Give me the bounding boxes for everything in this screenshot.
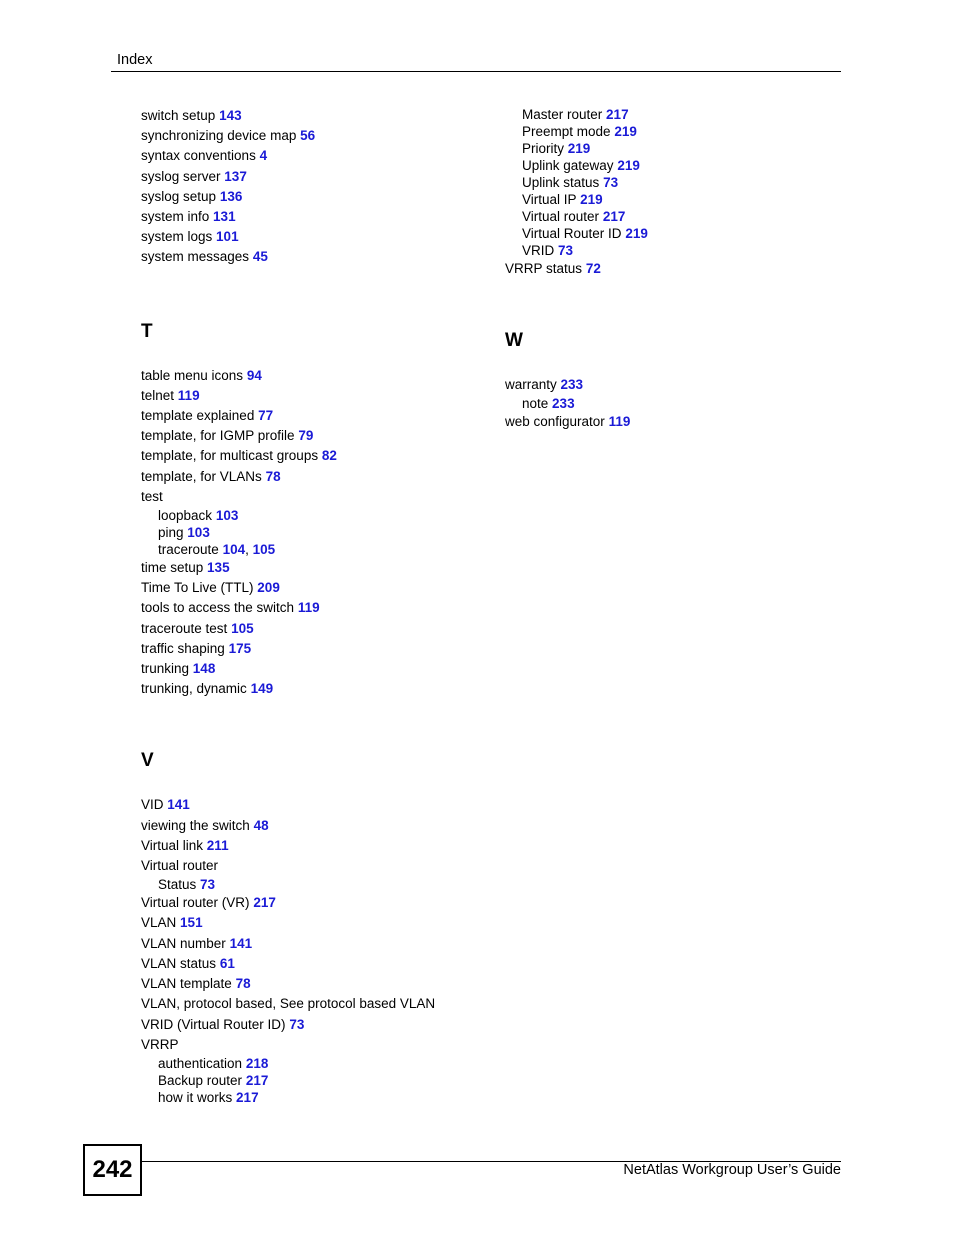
page-link[interactable]: 211 <box>206 837 229 853</box>
index-entry <box>141 247 481 267</box>
index-entry <box>505 375 845 395</box>
index-subentry-term: Uplink gateway <box>522 158 614 173</box>
page-link[interactable]: 119 <box>297 600 320 616</box>
page-link[interactable]: 175 <box>228 640 252 656</box>
index-subentry-term: Preempt mode <box>522 124 611 139</box>
index-subentry-term: traceroute <box>158 542 219 558</box>
index-subentry <box>505 191 845 208</box>
index-entry-term: trunking <box>141 661 190 677</box>
index-subentry-term: ping <box>158 525 184 541</box>
index-entry <box>141 1015 481 1035</box>
page-link[interactable]: 72 <box>585 261 601 276</box>
index-entry-term: template, for IGMP profile <box>141 428 295 444</box>
index-column-right <box>505 106 845 433</box>
page-header-title: Index <box>117 52 153 68</box>
index-subentry <box>505 157 845 174</box>
index-subentry <box>505 123 845 140</box>
index-subentry: traceroute 104, 105 <box>158 542 276 558</box>
guide-title: NetAtlas Workgroup User’s Guide <box>623 1162 841 1178</box>
index-entry-term: viewing the switch <box>141 817 250 833</box>
page-link[interactable]: 56 <box>300 128 316 144</box>
section-v <box>141 795 481 1105</box>
index-entry-term: system messages <box>141 249 250 265</box>
index-entry <box>141 406 481 426</box>
index-entry-term: VLAN, protocol based, See protocol based VLAN <box>141 996 436 1012</box>
index-entry <box>141 366 481 386</box>
index-entry <box>141 934 481 954</box>
index-entry-term: VRRP <box>141 1036 179 1052</box>
index-entry <box>141 639 481 659</box>
index-entry <box>141 386 481 406</box>
page-link[interactable]: 73 <box>289 1016 305 1032</box>
index-entry <box>141 954 481 974</box>
index-entry <box>141 816 481 836</box>
page-link[interactable]: 217 <box>236 1089 259 1105</box>
index-subentry-term: Virtual Router ID <box>522 226 622 241</box>
page-link[interactable]: 217 <box>602 209 626 224</box>
page-link[interactable]: 78 <box>265 468 281 484</box>
index-subentry <box>505 242 845 259</box>
page-link[interactable]: 141 <box>229 935 253 951</box>
page-link[interactable]: 119 <box>608 414 631 430</box>
page-link[interactable]: 151 <box>180 915 203 931</box>
section-t <box>141 366 481 700</box>
index-subentry-term: Virtual IP <box>522 192 577 207</box>
page-link[interactable]: 143 <box>219 108 242 123</box>
index-entry <box>141 106 481 126</box>
index-entry-term: Virtual router <box>141 858 219 874</box>
index-entry-term: template explained <box>141 408 255 424</box>
section-s <box>141 106 481 268</box>
page-link[interactable]: 82 <box>321 448 337 464</box>
page-link[interactable]: 79 <box>298 428 314 444</box>
index-subentry-term: authentication <box>158 1055 243 1071</box>
index-entry <box>141 487 481 507</box>
page-link[interactable]: 73 <box>558 243 574 258</box>
index-entry <box>505 259 845 279</box>
section-letter-w: W <box>505 330 523 352</box>
page-link[interactable]: 104 <box>222 542 246 558</box>
index-entry-term: template, for multicast groups <box>141 448 319 464</box>
index-entry-term: VLAN template <box>141 976 232 992</box>
index-entry-term: VID <box>141 797 164 813</box>
page-link[interactable]: 148 <box>192 661 216 677</box>
page-link[interactable]: 45 <box>252 249 268 265</box>
page-link[interactable]: 135 <box>207 560 230 576</box>
page-link[interactable]: 48 <box>253 817 269 833</box>
index-entry <box>141 558 481 578</box>
page-link[interactable]: 105 <box>252 542 276 558</box>
index-entry-term: syslog setup <box>141 188 217 204</box>
section-v-tail <box>505 259 845 279</box>
vrrp-continued <box>505 106 845 259</box>
index-entry-term: Virtual link <box>141 837 204 853</box>
section-letter-v: V <box>141 750 154 772</box>
index-entry-term: switch setup <box>141 108 216 123</box>
index-entry <box>141 619 481 639</box>
index-entry-term: system logs <box>141 229 213 245</box>
index-entry-term: Time To Live (TTL) <box>141 580 254 596</box>
index-entry-term: table menu icons <box>141 367 244 383</box>
index-entry <box>141 795 481 815</box>
section-letter-t: T <box>141 320 153 342</box>
page-link[interactable]: 217 <box>253 895 276 911</box>
page-link[interactable]: 141 <box>167 797 190 813</box>
index-entry-term: warranty <box>505 377 557 393</box>
page-link[interactable]: 233 <box>552 396 575 412</box>
index-entry-term: traffic shaping <box>141 640 225 656</box>
index-entry <box>141 446 481 466</box>
index-entry <box>141 167 481 187</box>
index-subentry <box>141 507 481 524</box>
index-subentry-term: Virtual router <box>522 209 600 224</box>
index-entry <box>141 994 481 1014</box>
page-link[interactable]: 217 <box>606 107 629 122</box>
index-entry-term: test <box>141 488 163 504</box>
page-link[interactable]: 101 <box>216 229 239 245</box>
index-entry-term: template, for VLANs <box>141 468 262 484</box>
index-entry-term: time setup <box>141 560 204 576</box>
index-entry-term: tools to access the switch <box>141 600 295 616</box>
index-entry-term: syntax conventions <box>141 148 256 164</box>
index-column-left <box>141 106 481 1106</box>
index-entry <box>141 187 481 207</box>
page-link[interactable]: 94 <box>246 367 262 383</box>
page-link[interactable]: 219 <box>614 124 637 139</box>
index-entry-term: VRRP status <box>505 261 583 276</box>
index-entry <box>141 1035 481 1055</box>
page-link[interactable]: 131 <box>213 209 236 225</box>
page-link[interactable]: 136 <box>219 188 243 204</box>
index-subentry-term: loopback <box>158 508 213 524</box>
page-link[interactable]: 4 <box>259 148 268 164</box>
index-subentry <box>141 1072 481 1089</box>
page-link[interactable]: 61 <box>219 955 235 971</box>
index-subentry-term: Uplink status <box>522 175 600 190</box>
index-subentry-term: note <box>522 396 549 412</box>
page-link[interactable]: 73 <box>200 877 216 893</box>
index-subentry-term: how it works <box>158 1089 233 1105</box>
page-link[interactable]: 209 <box>257 580 280 596</box>
page-link[interactable]: 217 <box>245 1072 269 1088</box>
index-entry <box>141 227 481 247</box>
page-link[interactable]: 233 <box>560 377 584 393</box>
index-entry-term: web configurator <box>505 414 605 430</box>
index-subentry <box>505 140 845 157</box>
page-link[interactable]: 149 <box>250 681 274 697</box>
index-entry <box>141 974 481 994</box>
section-w <box>505 375 845 432</box>
page-link[interactable]: 73 <box>603 175 619 190</box>
header-rule <box>111 71 841 72</box>
index-subentry <box>141 876 481 893</box>
index-entry <box>141 856 481 876</box>
page-link[interactable]: 105 <box>231 620 254 636</box>
page-link[interactable]: 219 <box>617 158 640 173</box>
page-link[interactable]: 77 <box>258 408 274 424</box>
index-entry-term: VLAN status <box>141 955 217 971</box>
page-link[interactable]: 219 <box>567 141 591 156</box>
index-entry-term: VRID (Virtual Router ID) <box>141 1016 286 1032</box>
index-subentry <box>505 208 845 225</box>
index-entry-term: syslog server <box>141 168 221 184</box>
page-link[interactable]: 219 <box>625 226 648 241</box>
index-entry <box>141 126 481 146</box>
index-subentry-term: Master router <box>522 107 603 122</box>
index-entry <box>141 659 481 679</box>
index-entry-term: trunking, dynamic <box>141 681 247 697</box>
index-entry <box>141 207 481 227</box>
index-entry-term: traceroute test <box>141 620 228 636</box>
index-subentry-term: VRID <box>522 243 555 258</box>
index-subentry-term: Backup router <box>158 1072 243 1088</box>
index-entry <box>141 679 481 699</box>
index-entry <box>141 426 481 446</box>
index-subentry <box>141 524 481 541</box>
index-entry-term: telnet <box>141 387 175 403</box>
index-entry <box>141 598 481 618</box>
index-subentry <box>141 1089 481 1106</box>
page-link[interactable]: 103 <box>187 525 210 541</box>
index-entry-term: synchronizing device map <box>141 128 297 144</box>
page-link[interactable]: 219 <box>580 192 603 207</box>
index-entry-term: Virtual router (VR) <box>141 895 250 911</box>
index-entry <box>141 836 481 856</box>
index-subentry <box>505 174 845 191</box>
index-entry <box>505 412 845 432</box>
page-link[interactable]: 137 <box>224 168 247 184</box>
index-entry-term: VLAN number <box>141 935 226 951</box>
index-subentry-term: Priority <box>522 141 565 156</box>
index-subentry <box>505 225 845 242</box>
page-link[interactable]: 218 <box>245 1055 269 1071</box>
index-subentry <box>141 1055 481 1072</box>
index-entry <box>141 893 481 913</box>
page-link[interactable]: 119 <box>177 387 200 403</box>
index-subentry-term: Status <box>158 877 197 893</box>
page-number: 242 <box>83 1144 142 1196</box>
index-entry <box>141 467 481 487</box>
page-link[interactable]: 103 <box>215 508 239 524</box>
page-link[interactable]: 78 <box>235 976 251 992</box>
index-subentry <box>505 395 845 412</box>
index-entry-term: system info <box>141 209 210 225</box>
index-entry <box>141 578 481 598</box>
index-subentry <box>505 106 845 123</box>
index-entry-term: VLAN <box>141 915 177 931</box>
index-entry <box>141 913 481 933</box>
index-entry <box>141 146 481 166</box>
